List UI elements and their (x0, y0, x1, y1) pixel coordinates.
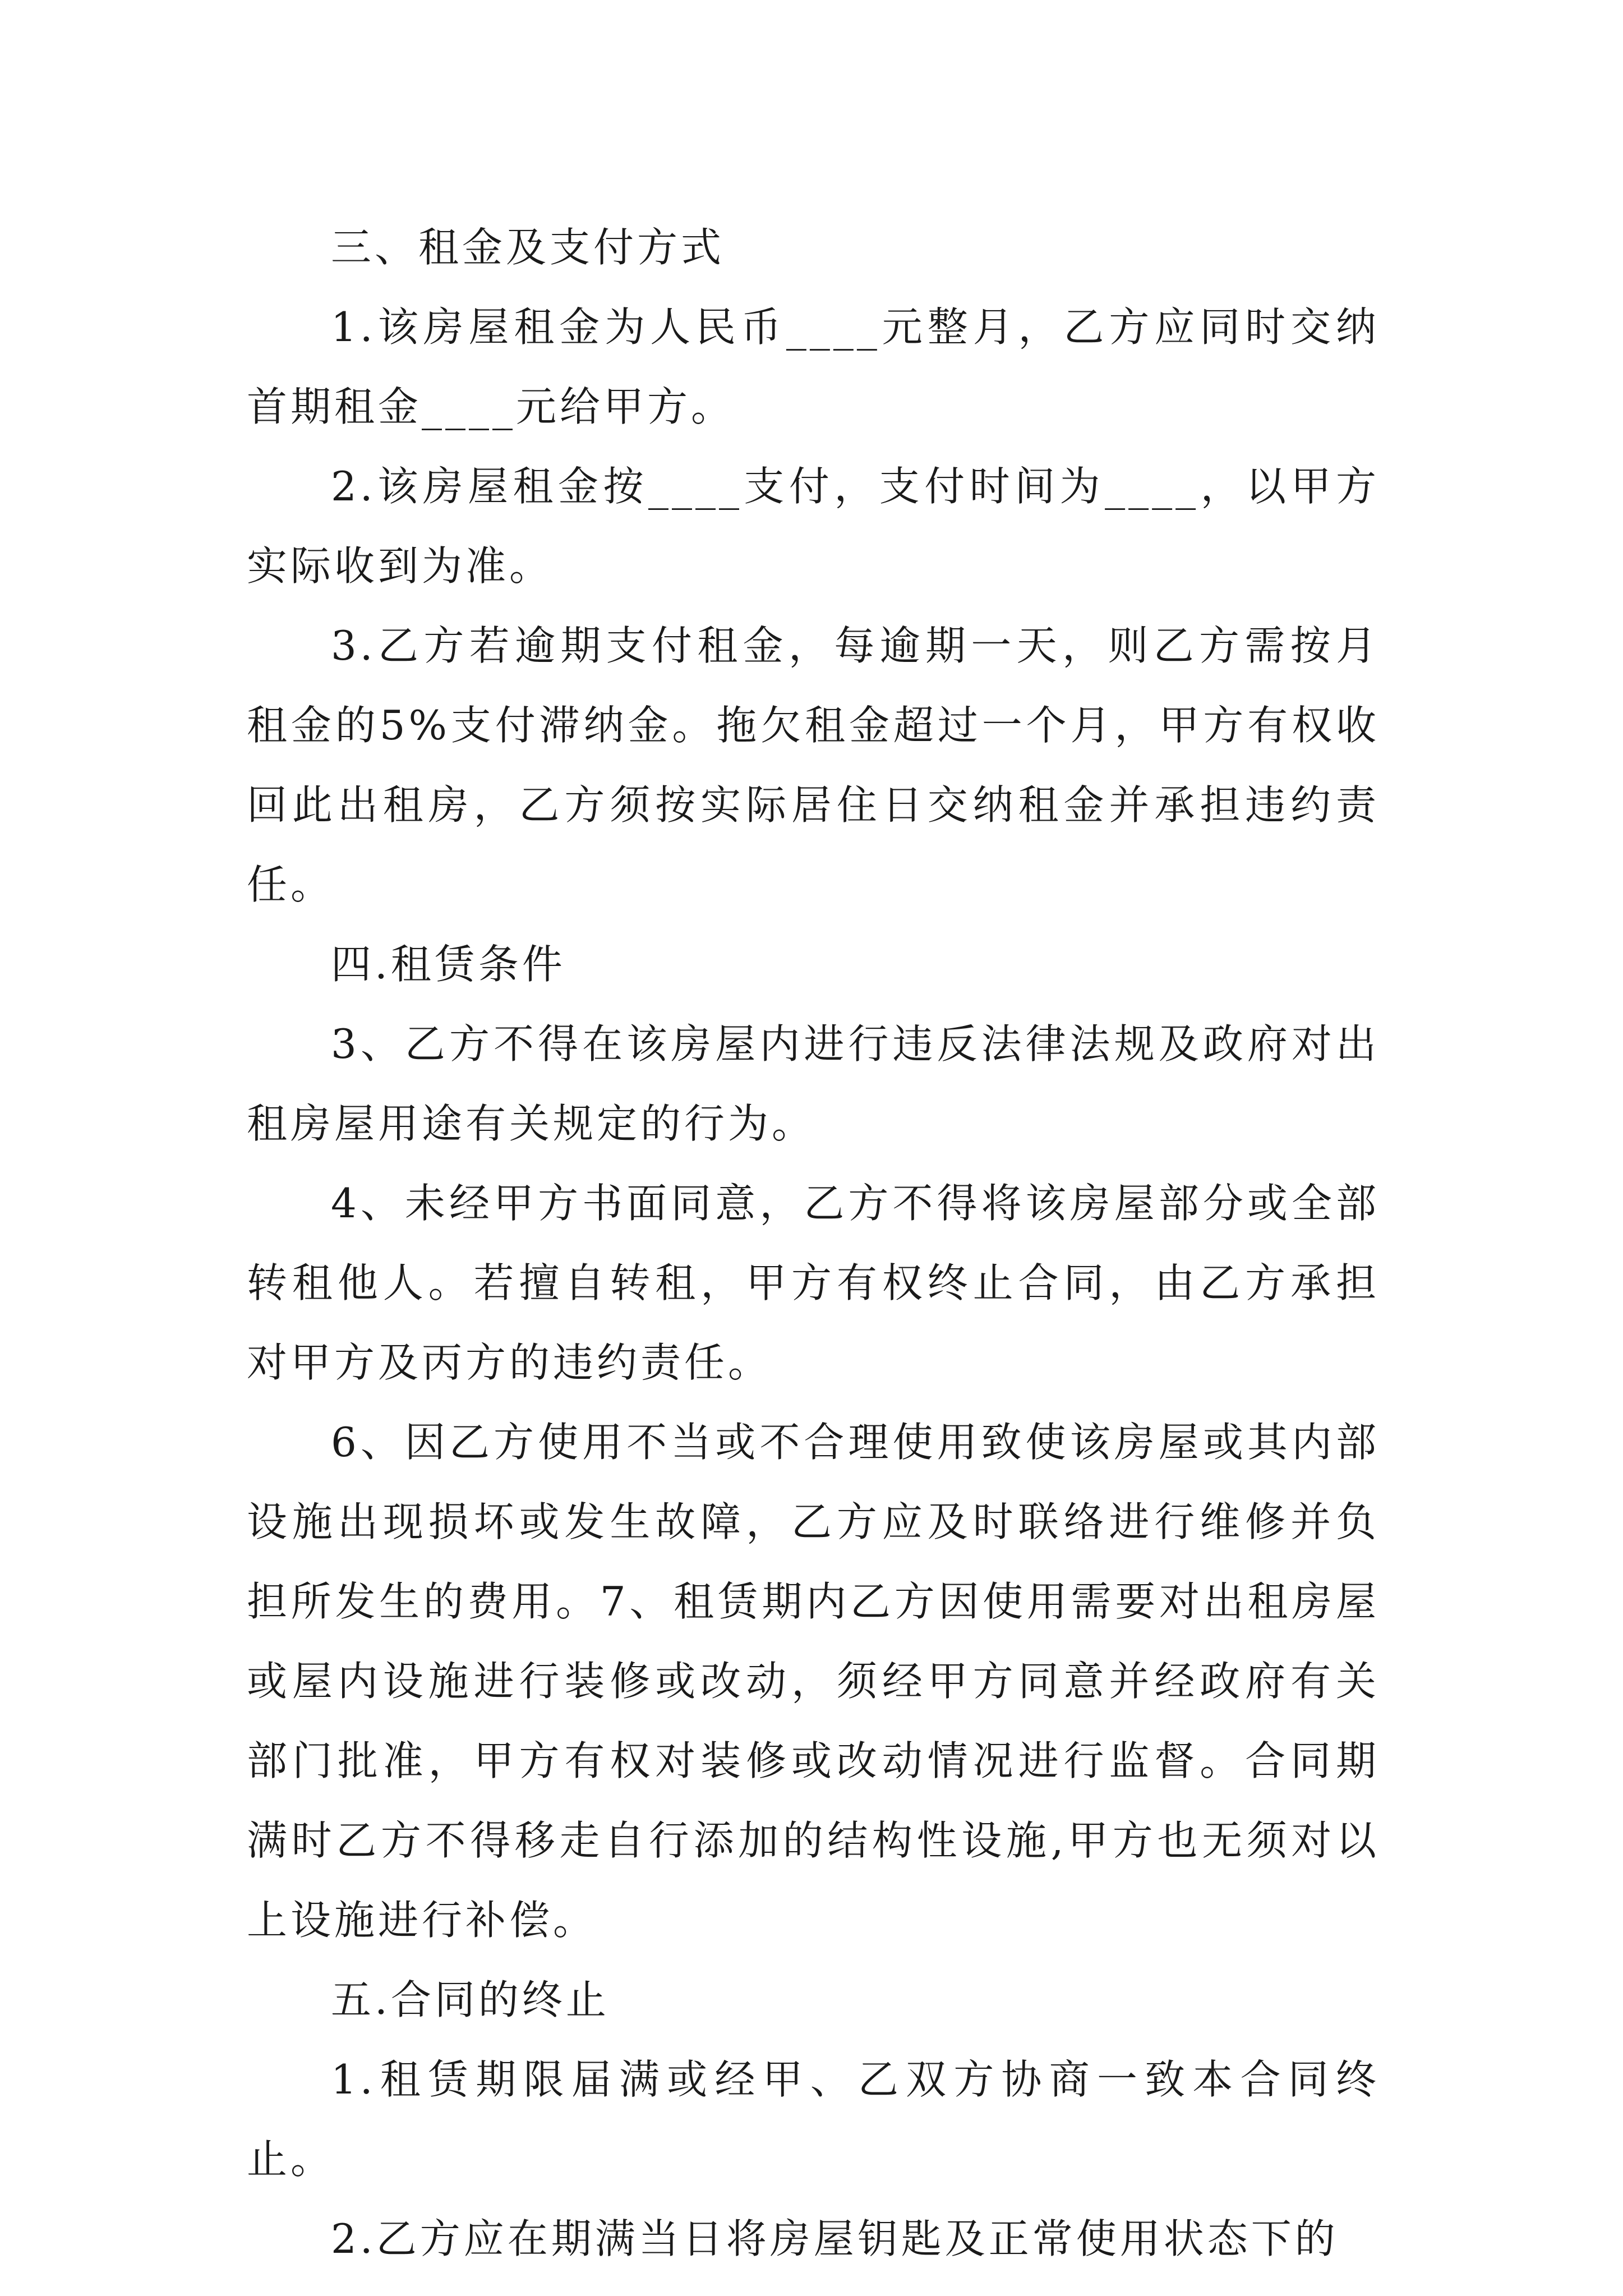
clause-late-payment: 3.乙方若逾期支付租金，每逾期一天，则乙方需按月租金的5%支付滞纳金。拖欠租金超过一个月，甲方有权收回此出租房，乙方须按实际居住日交纳租金并承担违约责任。 (247, 622, 1380, 908)
clause-lawful-use: 3、乙方不得在该房屋内进行违反法律法规及政府对出租房屋用途有关规定的行为。 (247, 1020, 1380, 1147)
section-heading-termination: 五.合同的终止 (331, 1976, 610, 2023)
clause-termination-expiry: 1.租赁期限届满或经甲、乙双方协商一致本合同终止。 (247, 2056, 1380, 2183)
section-heading-rent-payment: 三、租金及支付方式 (331, 224, 725, 271)
clause-payment-schedule: 2.该房屋租金按____支付，支付时间为____，以甲方实际收到为准。 (247, 463, 1380, 590)
section-heading-lease-conditions: 四.租赁条件 (331, 941, 566, 988)
clause-damage-renovation: 6、因乙方使用不当或不合理使用致使该房屋或其内部设施出现损坏或发生故障，乙方应及时联络进行维修并负担所发生的费用。7、租赁期内乙方因使用需要对出租房屋或屋内设施进行装修或改动，须经甲方同意并经政府有关部门批准，甲方有权对装修或改动情况进行监督。合同期满时乙方不得移走自行添加的结构性设施,甲方也无须对以上设施进行补偿。 (247, 1419, 1380, 1944)
clause-no-sublease: 4、未经甲方书面同意，乙方不得将该房屋部分或全部转租他人。若擅自转租，甲方有权终止合同，由乙方承担对甲方及丙方的违约责任。 (247, 1180, 1380, 1386)
document-body (247, 208, 1380, 2279)
clause-return-keys: 2.乙方应在期满当日将房屋钥匙及正常使用状态下的 (331, 2215, 1339, 2262)
clause-rent-amount: 1.该房屋租金为人民币____元整月，乙方应同时交纳首期租金____元给甲方。 (247, 303, 1380, 430)
